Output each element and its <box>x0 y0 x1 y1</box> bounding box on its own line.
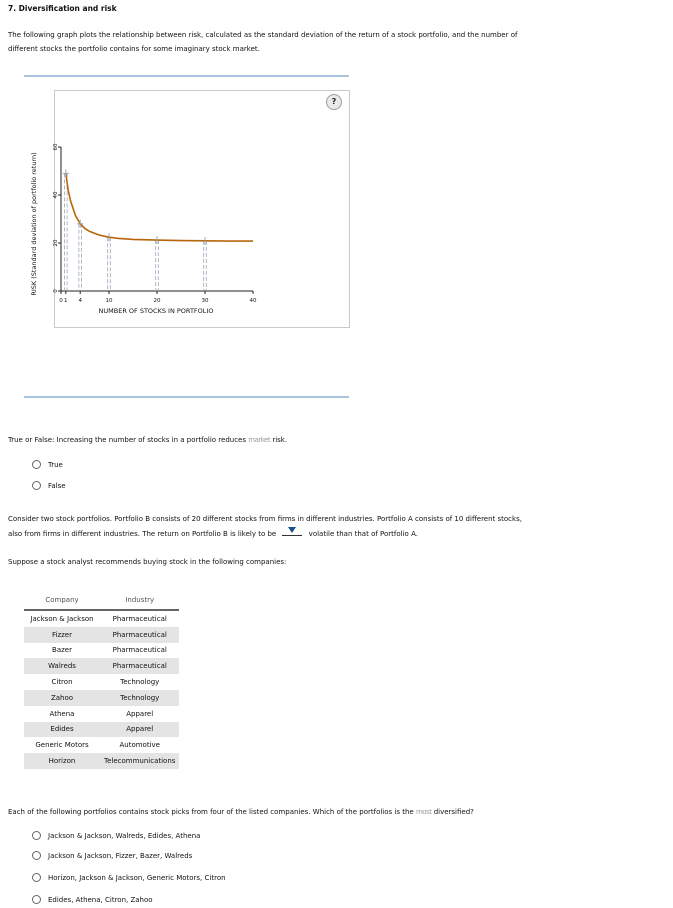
table-row <box>24 658 179 674</box>
industry-cell: Pharmaceutical <box>112 646 167 655</box>
x-tick-label: 10 <box>105 298 113 304</box>
consider-line-2-end: volatile than that of Portfolio A. <box>308 530 418 538</box>
y-tick-label: 40 <box>53 191 59 199</box>
radio-circle-icon[interactable] <box>32 851 41 860</box>
y-tick-label: 60 <box>53 143 59 151</box>
portfolio-option-label: Jackson & Jackson, Walreds, Edides, Athena <box>48 831 201 840</box>
x-tick-label: 4 <box>78 298 82 304</box>
table-body <box>24 610 179 769</box>
radio-circle-icon[interactable] <box>32 831 41 840</box>
portfolio-option-3[interactable] <box>32 873 226 882</box>
tf-option-false[interactable] <box>32 481 66 490</box>
company-cell: Horizon <box>24 753 100 769</box>
radio-circle-icon[interactable] <box>32 895 41 904</box>
x-tick-label: 30 <box>201 298 209 304</box>
consider-text <box>8 512 658 541</box>
help-icon[interactable]: ? <box>326 94 342 110</box>
tf-prompt <box>8 433 658 447</box>
portfolio-option-label: Edides, Athena, Citron, Zahoo <box>48 895 153 904</box>
consider-line-2 <box>8 526 658 541</box>
industry-cell: Apparel <box>100 722 179 738</box>
x-axis-label: NUMBER OF STOCKS IN PORTFOLIO <box>98 307 214 315</box>
y-tick-label: 0 <box>53 289 59 293</box>
divider-bottom <box>24 396 349 398</box>
company-cell: Bazer <box>52 646 72 655</box>
companies-table <box>24 592 179 769</box>
triangle-down-icon <box>288 527 296 533</box>
portfolio-prompt-end: diversified? <box>433 808 474 816</box>
y-axis-label: RISK (Standard deviation of portfolio return) <box>30 152 38 296</box>
question-title: 7. Diversification and risk <box>8 4 117 13</box>
x-tick-label: 0 <box>59 298 63 304</box>
company-cell: Athena <box>49 709 75 718</box>
risk-chart <box>0 0 673 340</box>
risk-curve-line <box>66 173 253 241</box>
table-row <box>24 706 179 722</box>
company-cell: Citron <box>51 678 73 687</box>
table-row <box>24 627 179 643</box>
industry-cell: Pharmaceutical <box>100 658 179 674</box>
portfolio-prompt-obscured: most <box>415 808 432 816</box>
tf-prompt-end: risk. <box>272 436 288 444</box>
x-tick-label: 40 <box>249 298 257 304</box>
radio-circle-icon[interactable] <box>32 481 41 490</box>
portfolio-option-4[interactable] <box>32 895 153 904</box>
y-tick-label: 20 <box>53 239 59 247</box>
industry-cell: Technology <box>100 690 179 706</box>
company-cell: Jackson & Jackson <box>30 614 94 623</box>
tf-option-true[interactable] <box>32 460 63 469</box>
table-row <box>24 674 179 690</box>
suppose-text: Suppose a stock analyst recommends buying stock in the following companies: <box>8 558 287 566</box>
header-industry: Industry <box>100 592 179 610</box>
consider-line-2-start: also from firms in different industries. The return on Portfolio B is likely to be <box>8 530 277 538</box>
company-cell: Fizzer <box>24 627 100 643</box>
tf-prompt-obscured: market <box>248 436 271 444</box>
table-row <box>24 737 179 753</box>
portfolio-option-2[interactable] <box>32 851 192 860</box>
industry-cell: Technology <box>120 678 160 687</box>
industry-cell: Apparel <box>126 709 154 718</box>
company-cell: Edides <box>24 722 100 738</box>
intro-line-2: different stocks the portfolio contains for some imaginary stock market. <box>8 45 260 53</box>
radio-circle-icon[interactable] <box>32 460 41 469</box>
table-row <box>24 643 179 659</box>
company-cell: Generic Motors <box>35 741 89 750</box>
chart-plot-area <box>53 143 257 304</box>
portfolio-option-label: Jackson & Jackson, Fizzer, Bazer, Walreds <box>48 851 193 860</box>
tf-prompt-text: True or False: Increasing the number of stocks in a portfolio reduces <box>8 436 247 444</box>
portfolio-prompt <box>8 805 658 819</box>
industry-cell: Telecommunications <box>100 753 179 769</box>
table-row <box>24 610 179 627</box>
consider-line-1: Consider two stock portfolios. Portfolio B consists of 20 different stocks from firms in different industries. Portfolio A consists of 10 different stocks, <box>8 515 522 523</box>
portfolio-option-label: Horizon, Jackson & Jackson, Generic Motors, Citron <box>48 873 226 882</box>
industry-cell: Pharmaceutical <box>100 627 179 643</box>
tf-option-true-label: True <box>48 460 63 469</box>
table-row <box>24 722 179 738</box>
company-cell: Zahoo <box>24 690 100 706</box>
industry-cell: Automotive <box>119 741 160 750</box>
radio-circle-icon[interactable] <box>32 873 41 882</box>
x-tick-label: 1 <box>64 298 68 304</box>
table-header-row <box>24 592 179 610</box>
intro-line-1: The following graph plots the relationship between risk, calculated as the standard deviation of the return of a stock portfolio, and the number of <box>8 31 518 39</box>
industry-cell: Pharmaceutical <box>112 614 167 623</box>
header-company: Company <box>24 592 100 610</box>
table-row <box>24 690 179 706</box>
company-cell: Walreds <box>24 658 100 674</box>
table-row <box>24 753 179 769</box>
volatility-dropdown[interactable] <box>282 526 302 536</box>
x-tick-label: 20 <box>153 298 161 304</box>
portfolio-option-1[interactable] <box>32 831 200 840</box>
tf-option-false-label: False <box>48 481 66 490</box>
portfolio-prompt-text: Each of the following portfolios contains stock picks from four of the listed companies. Which of the portfolios is the <box>8 808 414 816</box>
